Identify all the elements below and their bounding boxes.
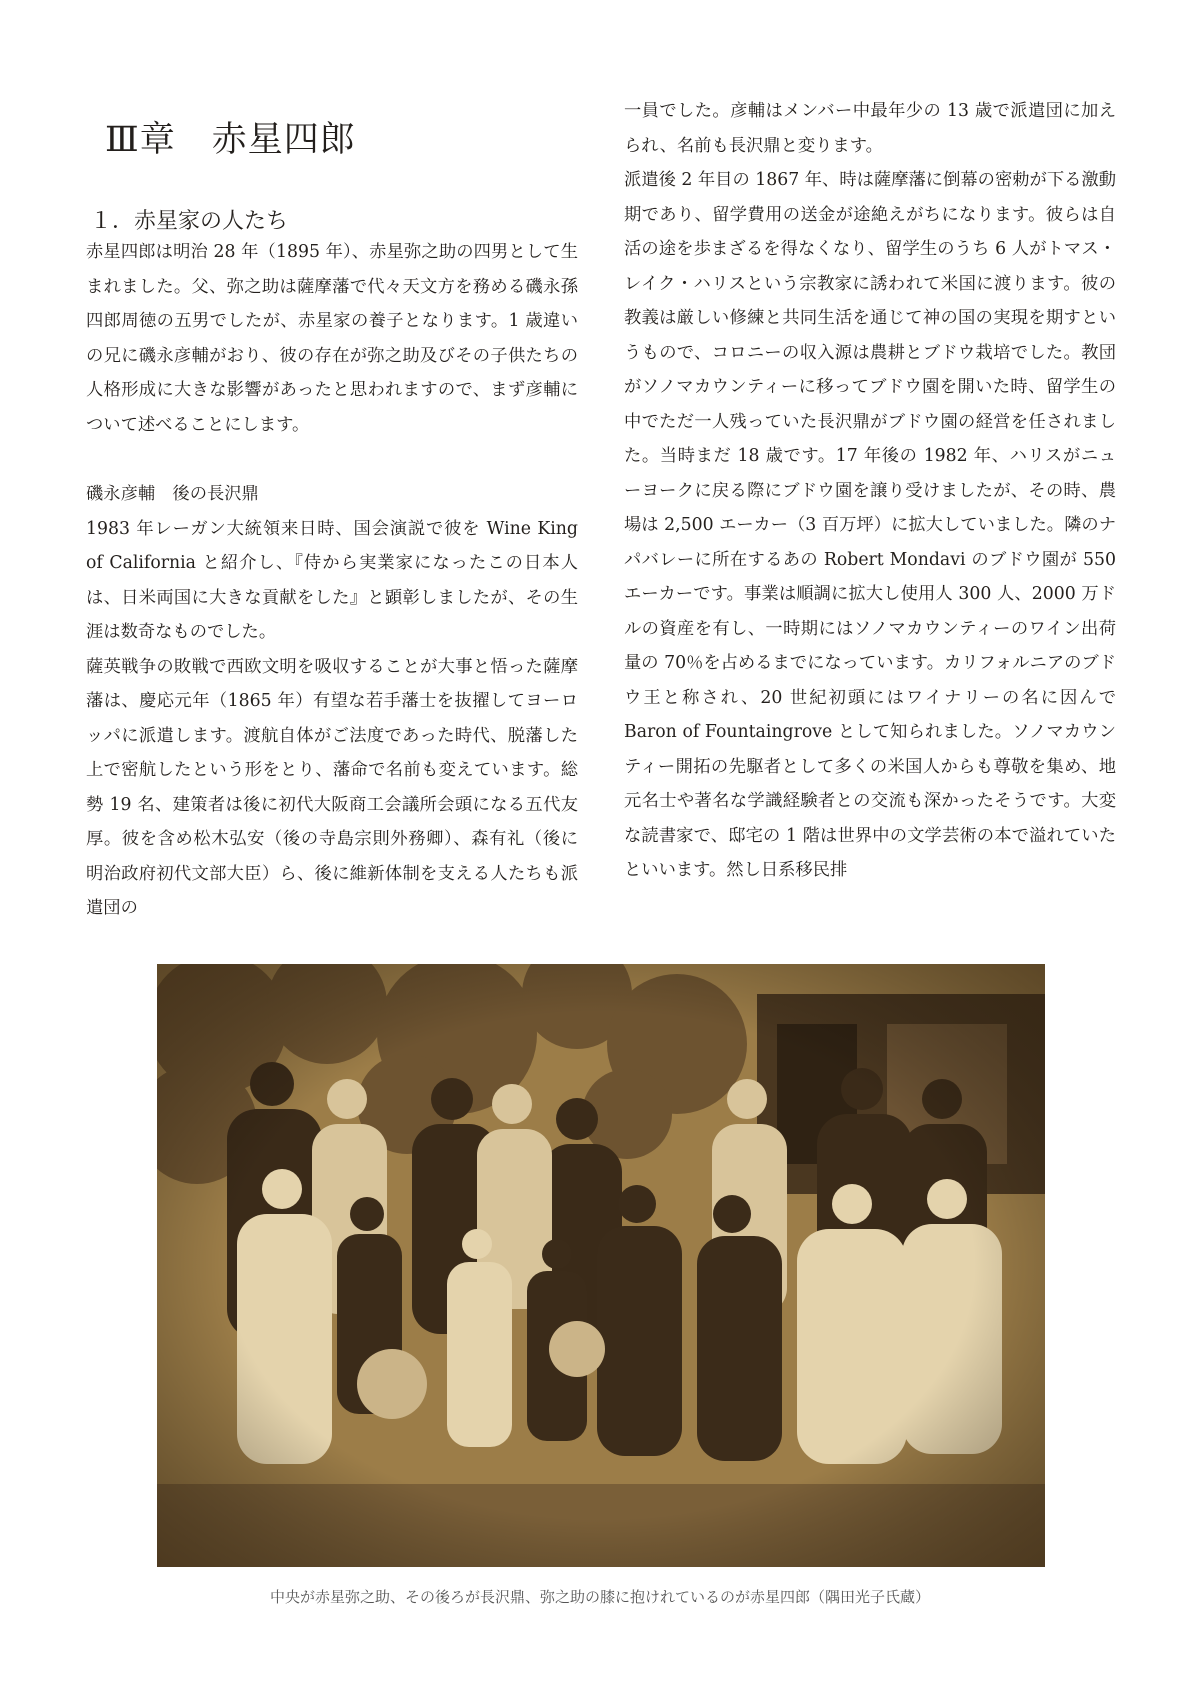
member-paragraph: 一員でした。彦輔はメンバー中最年少の 13 歳で派遣団に加えられ、名前も長沢鼎と変ります。 — [624, 101, 1116, 156]
family-photo — [157, 964, 1045, 1567]
america-paragraph: 派遣後 2 年目の 1867 年、時は薩摩藩に倒幕の密勅が下る激動期であり、留学費用の送金が途絶えがちになります。彼らは自活の途を歩まざるを得なくなり、留学生のうち 6 人がトマス・レイク・ハリスという宗教家に誘われて米国に渡ります。彼の教義は厳しい修練と共同生活を通じて神の国の実現を期すというもので、コロニーの収入源は農耕とブドウ栽培でした。教団がソノマカウンティーに移ってブドウ園を開いた時、留学生の中でただ一人残っていた長沢鼎がブドウ園の経営を任されました。当時まだ 18 歳です。17 年後の 1982 年、ハリスがニューヨークに戻る際にブドウ園を譲り受けましたが、その時、農場は 2,500 エーカー（3 百万坪）に拡大していました。隣のナパバレーに所在するあの Robert Mondavi のブドウ園が 550 エーカーです。事業は順調に拡大し使用人 300 人、2000 万ドルの資産を有し、一時期にはソノマカウンティーのワイン出荷量の 70％を占めるまでになっています。カリフォルニアのブドウ王と称され、20 世紀初頭にはワイナリーの名に因んで Baron of Fountaingrove として知られました。ソノマカウンティー開拓の先駆者として多くの米国人からも尊敬を集め、地元名士や著名な学識経験者との交流も深かったそうです。大変な読書家で、邸宅の 1 階は世界中の文学芸術の本で溢れていたといいます。然し日系移民排 — [624, 170, 1116, 880]
reagan-paragraph: 1983 年レーガン大統領来日時、国会演説で彼を Wine King of California と紹介し、『侍から実業家になったこの日本人は、日米両国に大きな貢献をした』と顕彰しましたが、その生涯は数奇なものでした。 — [86, 518, 578, 642]
satsuma-paragraph: 薩英戦争の敗戦で西欧文明を吸収することが大事と悟った薩摩藩は、慶応元年（1865 年）有望な若手藩士を抜擢してヨーロッパに派遣します。渡航自体がご法度であった時代、脱藩した上で密航したという形をとり、藩命で名前も変えています。総勢 19 名、建策者は後に初代大阪商工会議所会頭になる五代友厚。彼を含め松木弘安（後の寺島宗則外務卿）、森有礼（後に明治政府初代文部大臣）ら、後に維新体制を支える人たちも派遣団の — [86, 656, 578, 918]
family-photo-illustration — [157, 964, 1045, 1567]
left-column — [86, 235, 578, 926]
subheading-isonaga: 磯永彦輔 後の長沢鼎 — [86, 484, 259, 504]
chapter-title: Ⅲ章 赤星四郎 — [105, 120, 356, 160]
section-title: １．赤星家の人たち — [90, 209, 289, 234]
intro-paragraph: 赤星四郎は明治 28 年（1895 年）、赤星弥之助の四男として生まれました。父、弥之助は薩摩藩で代々天文方を務める磯永孫四郎周徳の五男でしたが、赤星家の養子となります。1 歳違いの兄に磯永彦輔がおり、彼の存在が弥之助及びその子供たちの人格形成に大きな影響があったと思われますので、まず彦輔について述べることにします。 — [86, 242, 578, 435]
right-column — [624, 94, 1116, 888]
photo-caption: 中央が赤星弥之助、その後ろが長沢鼎、弥之助の膝に抱けれているのが赤星四郎（隅田光子氏蔵） — [269, 1588, 930, 1606]
